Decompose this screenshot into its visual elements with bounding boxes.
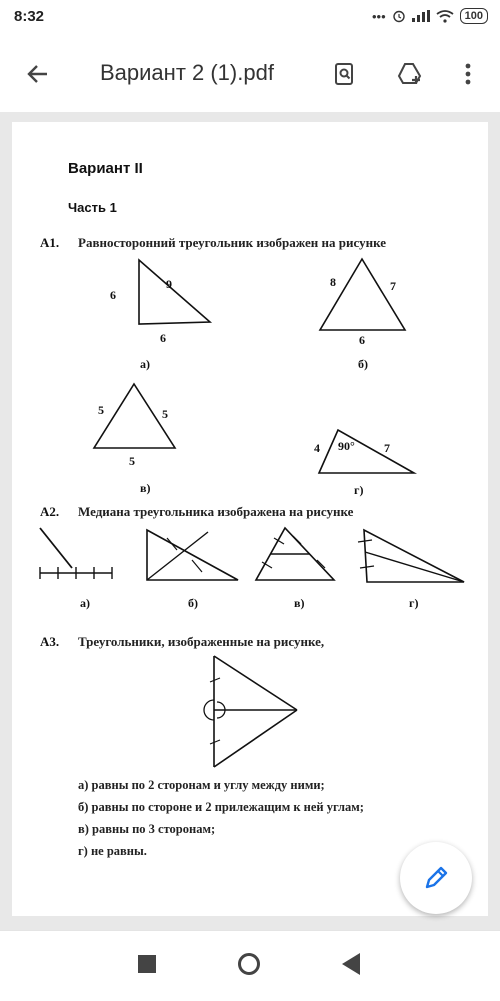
question-a3-number: А3. bbox=[40, 634, 60, 649]
document-title: Вариант 2 (1).pdf bbox=[100, 60, 274, 85]
a3-answer-v: в) равны по 3 сторонам; bbox=[78, 822, 216, 836]
question-a2-text: Медиана треугольника изображена на рисунке bbox=[78, 504, 354, 519]
a1g-caption: г) bbox=[354, 483, 364, 497]
drive-add-icon bbox=[397, 62, 423, 86]
back-nav-button[interactable] bbox=[342, 953, 360, 975]
question-a3-text: Треугольники, изображенные на рисунке, bbox=[78, 634, 325, 649]
signal-icon bbox=[412, 10, 430, 22]
status-icons bbox=[372, 8, 488, 24]
question-a1-text: Равносторонний треугольник изображен на рисунке bbox=[78, 235, 387, 250]
a1b-caption: б) bbox=[358, 357, 368, 371]
more-options-button[interactable] bbox=[452, 58, 484, 90]
system-nav-bar bbox=[0, 930, 500, 1001]
add-to-drive-button[interactable] bbox=[394, 58, 426, 90]
app-bar bbox=[0, 36, 500, 112]
a1b-right-label: 7 bbox=[390, 279, 396, 293]
wifi-icon bbox=[436, 10, 454, 23]
edit-fab-button[interactable] bbox=[400, 842, 472, 914]
alarm-icon bbox=[392, 9, 406, 23]
a2b-caption: б) bbox=[188, 596, 198, 610]
a3-answer-g: г) не равны. bbox=[78, 844, 147, 858]
recent-apps-button[interactable] bbox=[138, 955, 156, 973]
a1a-right-label: 9 bbox=[166, 277, 172, 291]
a2a-caption: а) bbox=[80, 596, 90, 610]
search-in-document-button[interactable] bbox=[328, 58, 360, 90]
question-a2-number: А2. bbox=[40, 504, 60, 519]
a1v-caption: в) bbox=[140, 481, 151, 495]
a1g-right-label: 7 bbox=[384, 441, 390, 455]
home-button[interactable] bbox=[238, 953, 260, 975]
a2g-caption: г) bbox=[409, 596, 419, 610]
a1a-caption: а) bbox=[140, 357, 150, 371]
status-bar bbox=[0, 0, 500, 36]
pdf-page bbox=[12, 122, 488, 916]
a2v-caption: в) bbox=[294, 596, 305, 610]
a1a-left-label: 6 bbox=[110, 288, 116, 302]
a3-figure bbox=[12, 122, 488, 802]
status-time: 8:32 bbox=[14, 8, 45, 25]
a1g-left-label: 4 bbox=[314, 441, 320, 455]
more-dots-icon: ••• bbox=[371, 8, 386, 24]
a1v-left-label: 5 bbox=[98, 403, 104, 417]
a3-answer-a: а) равны по 2 сторонам и углу между ними; bbox=[78, 778, 325, 792]
a1g-angle-label: 90° bbox=[338, 439, 355, 453]
pdf-viewer[interactable] bbox=[0, 112, 500, 930]
part-title: Часть 1 bbox=[68, 200, 117, 215]
a3-answer-b: б) равны по стороне и 2 прилежащим к ней углам; bbox=[78, 800, 364, 814]
a1b-left-label: 8 bbox=[330, 275, 336, 289]
question-a1-number: А1. bbox=[40, 235, 60, 250]
more-vert-icon bbox=[465, 63, 471, 85]
back-button[interactable] bbox=[22, 58, 54, 90]
battery-indicator: 100 bbox=[460, 8, 488, 24]
a1a-bottom-label: 6 bbox=[160, 331, 166, 345]
arrow-back-icon bbox=[25, 61, 51, 87]
pencil-icon bbox=[423, 865, 449, 891]
variant-title: Вариант II bbox=[68, 160, 143, 177]
a1v-right-label: 5 bbox=[162, 407, 168, 421]
a1v-bottom-label: 5 bbox=[129, 454, 135, 468]
a1b-bottom-label: 6 bbox=[359, 333, 365, 347]
doc-search-icon bbox=[332, 62, 356, 86]
